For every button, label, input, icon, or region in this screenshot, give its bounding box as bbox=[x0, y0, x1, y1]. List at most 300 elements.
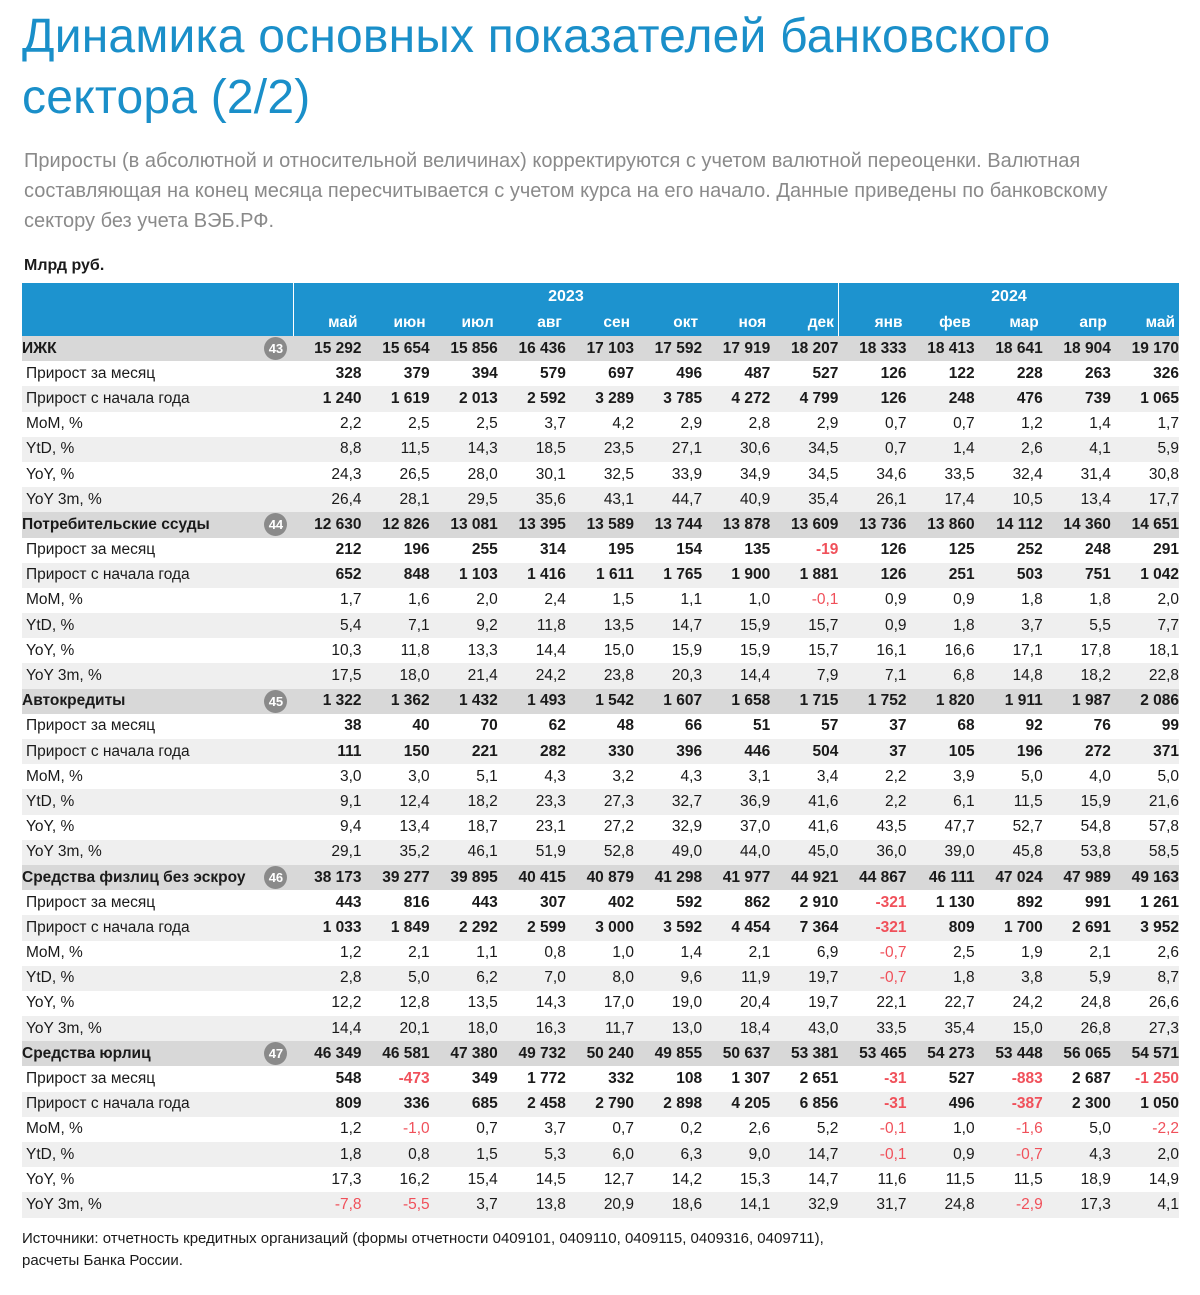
table-cell: 48 bbox=[616, 717, 634, 735]
table-cell: 1,8 bbox=[1021, 591, 1043, 609]
month-header: ноя bbox=[702, 310, 770, 336]
table-cell: 150 bbox=[362, 739, 430, 764]
table-cell: 3,7 bbox=[544, 1120, 566, 1138]
table-cell: 809 bbox=[293, 1092, 361, 1117]
table-cell: 0,7 bbox=[612, 1120, 634, 1138]
table-cell: 1 322 bbox=[293, 689, 361, 714]
row-label: YoY 3m, % bbox=[22, 1016, 293, 1041]
table-cell: 12,8 bbox=[399, 994, 430, 1012]
table-cell: 27,2 bbox=[603, 818, 634, 836]
table-cell: 1 611 bbox=[566, 563, 634, 588]
section-label bbox=[22, 689, 293, 714]
table-cell: 11,8 bbox=[400, 641, 430, 659]
table-cell: 1,0 bbox=[953, 1120, 975, 1138]
table-cell: -0,7 bbox=[975, 1142, 1043, 1167]
table-cell: 8,7 bbox=[1111, 966, 1179, 991]
table-cell: 3,4 bbox=[816, 767, 839, 785]
table-cell: 122 bbox=[948, 364, 975, 382]
table-cell: 18,4 bbox=[702, 1016, 770, 1041]
sources-line: Источники: отчетность кредитных организаций (формы отчетности 0409101, 0409110, 0409115, 0409316, 0409711), bbox=[22, 1230, 824, 1247]
table-cell: 15,7 bbox=[770, 613, 838, 638]
table-cell: 402 bbox=[608, 893, 634, 911]
table-cell: 1 307 bbox=[731, 1070, 771, 1088]
section-name: Средства физлиц без эскроу bbox=[22, 868, 246, 886]
table-cell: 0,8 bbox=[362, 1142, 430, 1167]
table-cell: 47,7 bbox=[944, 818, 975, 836]
table-cell: 39 895 bbox=[430, 865, 498, 890]
section-badge: 45 bbox=[264, 690, 287, 713]
table-cell: 49 163 bbox=[1111, 865, 1179, 890]
table-cell: 9,1 bbox=[293, 789, 361, 814]
table-cell: 2,2 bbox=[838, 789, 906, 814]
table-cell: 37 bbox=[838, 739, 906, 764]
table-cell: 1,2 bbox=[1021, 415, 1043, 433]
table-cell: 26,5 bbox=[399, 465, 430, 483]
table-cell: 39 277 bbox=[362, 865, 430, 890]
table-cell: -2,2 bbox=[1152, 1120, 1179, 1138]
table-cell: 2 292 bbox=[430, 915, 498, 940]
table-cell: 47 380 bbox=[430, 1041, 498, 1066]
table-cell: 35,4 bbox=[770, 487, 838, 512]
table-cell: 17,0 bbox=[603, 994, 634, 1012]
table-cell: 126 bbox=[838, 386, 906, 411]
table-cell: -0,7 bbox=[838, 966, 906, 991]
table-cell: 991 bbox=[1084, 893, 1111, 911]
table-cell: 328 bbox=[335, 364, 362, 382]
table-cell: 11,7 bbox=[566, 1016, 634, 1041]
table-cell: 20,1 bbox=[362, 1016, 430, 1041]
table-cell: 31,7 bbox=[838, 1192, 906, 1217]
table-row bbox=[22, 966, 1179, 991]
table-cell: 0,9 bbox=[838, 613, 906, 638]
table-cell: 1,7 bbox=[339, 591, 362, 609]
row-label: YtD, % bbox=[22, 437, 293, 462]
table-cell: 0,8 bbox=[544, 944, 566, 962]
table-row bbox=[22, 815, 1179, 840]
table-cell: -883 bbox=[1011, 1070, 1043, 1088]
table-cell: -0,7 bbox=[879, 944, 907, 962]
table-cell: 35,2 bbox=[362, 840, 430, 865]
table-cell: 4 272 bbox=[702, 386, 770, 411]
table-cell: 809 bbox=[907, 915, 975, 940]
table-row bbox=[22, 638, 1179, 663]
table-cell: 394 bbox=[471, 364, 498, 382]
table-cell: 314 bbox=[540, 541, 566, 559]
table-cell: 4,3 bbox=[680, 767, 703, 785]
table-cell: 2,0 bbox=[1157, 591, 1179, 609]
row-label: YoY, % bbox=[26, 641, 75, 659]
page-subtitle: Приросты (в абсолютной и относительной величинах) корректируются с учетом валютной переоценки. Валютная составляющая на конец месяца пересчитывается с учетом курса на его начало. Данные приведены по банковскому сектору без учета ВЭБ.РФ. bbox=[24, 150, 1108, 232]
table-cell: 4 205 bbox=[702, 1092, 770, 1117]
table-cell: -1,6 bbox=[1016, 1120, 1043, 1138]
table-cell: 0,7 bbox=[953, 415, 975, 433]
table-row bbox=[22, 663, 1179, 688]
row-label: YoY 3m, % bbox=[22, 487, 293, 512]
table-cell: 1 900 bbox=[702, 563, 770, 588]
table-cell: 19,7 bbox=[808, 994, 839, 1012]
table-cell: 2 910 bbox=[799, 893, 839, 911]
table-cell: 739 bbox=[1043, 386, 1111, 411]
table-cell: 18,1 bbox=[1148, 641, 1179, 659]
table-cell: 1,0 bbox=[612, 944, 634, 962]
table-cell: 18 207 bbox=[770, 336, 838, 361]
table-cell: 30,1 bbox=[535, 465, 566, 483]
row-label: Прирост с начала года bbox=[22, 563, 293, 588]
table-cell: 23,8 bbox=[566, 663, 634, 688]
table-cell: 49 855 bbox=[634, 1041, 702, 1066]
table-cell: 527 bbox=[948, 1070, 975, 1088]
table-cell: 33,5 bbox=[838, 1016, 906, 1041]
table-cell: 1,4 bbox=[680, 944, 703, 962]
table-cell: 21,6 bbox=[1111, 789, 1179, 814]
table-cell: 54 571 bbox=[1111, 1041, 1179, 1066]
table-cell: 527 bbox=[812, 364, 839, 382]
table-cell: 255 bbox=[471, 541, 498, 559]
table-cell: -1 250 bbox=[1135, 1070, 1179, 1088]
table-cell: 697 bbox=[608, 364, 634, 382]
table-row bbox=[22, 1167, 1179, 1192]
section-row bbox=[22, 512, 1179, 537]
table-cell: 18 333 bbox=[838, 336, 906, 361]
table-cell: 307 bbox=[540, 893, 566, 911]
table-cell: 9,6 bbox=[634, 966, 702, 991]
section-label bbox=[22, 336, 293, 361]
table-cell: 92 bbox=[1025, 717, 1043, 735]
table-cell: 13 860 bbox=[907, 512, 975, 537]
table-cell: 248 bbox=[1084, 541, 1111, 559]
table-cell: 8,8 bbox=[293, 437, 361, 462]
month-header: июн bbox=[362, 310, 430, 336]
table-cell: 26,4 bbox=[293, 487, 361, 512]
table-cell: 44 921 bbox=[770, 865, 838, 890]
table-cell: 52,7 bbox=[1012, 818, 1043, 836]
table-cell: 0,9 bbox=[907, 1142, 975, 1167]
table-cell: 41 977 bbox=[702, 865, 770, 890]
table-cell: 26,6 bbox=[1148, 994, 1179, 1012]
section-badge: 46 bbox=[264, 866, 287, 889]
table-cell: 1 493 bbox=[498, 689, 566, 714]
table-cell: -31 bbox=[884, 1070, 907, 1088]
table-cell: 496 bbox=[676, 364, 703, 382]
table-cell: 6,8 bbox=[907, 663, 975, 688]
table-cell: 40 bbox=[412, 717, 430, 735]
table-cell: -0,1 bbox=[838, 1142, 906, 1167]
table-cell: 43,5 bbox=[876, 818, 907, 836]
table-cell: 36,0 bbox=[838, 840, 906, 865]
table-cell: 28,0 bbox=[467, 465, 498, 483]
table-cell: 32,9 bbox=[770, 1192, 838, 1217]
table-cell: 5,0 bbox=[362, 966, 430, 991]
row-label: Прирост за месяц bbox=[26, 541, 156, 559]
table-cell: 17,7 bbox=[1111, 487, 1179, 512]
table-cell: 0,9 bbox=[884, 591, 907, 609]
table-cell: 1 619 bbox=[362, 386, 430, 411]
section-name: Средства юрлиц bbox=[22, 1044, 151, 1062]
month-header: янв bbox=[838, 310, 906, 336]
table-cell: 7,7 bbox=[1111, 613, 1179, 638]
table-cell: 3,0 bbox=[408, 767, 430, 785]
table-cell: 33,5 bbox=[944, 465, 975, 483]
row-label: YoY 3m, % bbox=[22, 1192, 293, 1217]
table-body bbox=[22, 336, 1179, 1218]
table-cell: 15,9 bbox=[671, 641, 703, 659]
table-row bbox=[22, 915, 1179, 940]
row-label: Прирост за месяц bbox=[26, 717, 156, 735]
table-cell: 1 362 bbox=[362, 689, 430, 714]
table-cell: 18,2 bbox=[430, 789, 498, 814]
table-cell: 1 065 bbox=[1111, 386, 1179, 411]
table-cell: 196 bbox=[975, 739, 1043, 764]
table-cell: 1 261 bbox=[1140, 893, 1179, 911]
table-cell: 16,1 bbox=[876, 641, 907, 659]
table-cell: 5,3 bbox=[498, 1142, 566, 1167]
table-cell: 45,0 bbox=[770, 840, 838, 865]
table-cell: 27,3 bbox=[1111, 1016, 1179, 1041]
table-cell: 816 bbox=[403, 893, 430, 911]
table-cell: 20,3 bbox=[634, 663, 702, 688]
table-cell: 40 415 bbox=[498, 865, 566, 890]
table-cell: 13 878 bbox=[702, 512, 770, 537]
table-cell: 1 130 bbox=[935, 893, 975, 911]
row-label: Прирост с начала года bbox=[22, 1092, 293, 1117]
row-label: YoY 3m, % bbox=[22, 840, 293, 865]
table-cell: 3 000 bbox=[566, 915, 634, 940]
table-cell: 195 bbox=[608, 541, 634, 559]
table-cell: 0,7 bbox=[476, 1120, 498, 1138]
table-cell: 20,9 bbox=[566, 1192, 634, 1217]
table-cell: 15,9 bbox=[702, 613, 770, 638]
table-cell: 13,5 bbox=[467, 994, 498, 1012]
header-corner bbox=[22, 283, 293, 310]
table-row bbox=[22, 412, 1179, 437]
table-cell: 24,2 bbox=[498, 663, 566, 688]
table-cell: 11,5 bbox=[975, 789, 1043, 814]
table-cell: 2 599 bbox=[498, 915, 566, 940]
table-cell: 24,8 bbox=[1080, 994, 1111, 1012]
table-cell: 2,0 bbox=[476, 591, 498, 609]
table-cell: 54,8 bbox=[1080, 818, 1111, 836]
table-cell: 848 bbox=[362, 563, 430, 588]
table-cell: 1,8 bbox=[907, 966, 975, 991]
table-cell: 45,8 bbox=[975, 840, 1043, 865]
table-cell: 27,1 bbox=[634, 437, 702, 462]
table-cell: 17 592 bbox=[634, 336, 702, 361]
row-label: YoY, % bbox=[26, 465, 75, 483]
table-cell: 47 024 bbox=[975, 865, 1043, 890]
table-cell: 44,7 bbox=[634, 487, 702, 512]
month-header: июл bbox=[430, 310, 498, 336]
table-cell: 38 173 bbox=[293, 865, 361, 890]
table-cell: 263 bbox=[1084, 364, 1111, 382]
table-cell: 23,3 bbox=[498, 789, 566, 814]
table-cell: 2 458 bbox=[498, 1092, 566, 1117]
table-cell: 13 609 bbox=[770, 512, 838, 537]
table-cell: 32,4 bbox=[1012, 465, 1043, 483]
table-cell: 27,3 bbox=[566, 789, 634, 814]
row-label: MoM, % bbox=[26, 767, 83, 785]
row-label: YtD, % bbox=[22, 966, 293, 991]
table-cell: 13 744 bbox=[634, 512, 702, 537]
table-cell: 53 448 bbox=[975, 1041, 1043, 1066]
table-cell: 15 654 bbox=[362, 336, 430, 361]
table-cell: 53 465 bbox=[838, 1041, 906, 1066]
table-cell: 221 bbox=[430, 739, 498, 764]
table-cell: 3,0 bbox=[339, 767, 362, 785]
table-cell: 1,7 bbox=[1157, 415, 1179, 433]
month-header: апр bbox=[1043, 310, 1111, 336]
table-cell: 12,4 bbox=[362, 789, 430, 814]
table-cell: 17,8 bbox=[1080, 641, 1111, 659]
table-cell: 4,3 bbox=[544, 767, 566, 785]
table-cell: 3,8 bbox=[975, 966, 1043, 991]
sources-note bbox=[22, 1228, 1182, 1272]
row-label: YoY 3m, % bbox=[22, 663, 293, 688]
table-cell: 66 bbox=[684, 717, 703, 735]
table-cell: 154 bbox=[676, 541, 703, 559]
table-cell: 14,3 bbox=[535, 994, 566, 1012]
table-cell: 272 bbox=[1043, 739, 1111, 764]
table-cell: 6,0 bbox=[566, 1142, 634, 1167]
table-cell: 32,9 bbox=[671, 818, 703, 836]
row-label: YtD, % bbox=[22, 789, 293, 814]
table-cell: 1,9 bbox=[1021, 944, 1043, 962]
table-cell: 1 432 bbox=[430, 689, 498, 714]
table-cell: 40 879 bbox=[566, 865, 634, 890]
table-cell: -473 bbox=[398, 1070, 430, 1088]
table-cell: 12,2 bbox=[331, 994, 362, 1012]
table-cell: 46,1 bbox=[430, 840, 498, 865]
table-cell: 291 bbox=[1153, 541, 1179, 559]
table-cell: 1 881 bbox=[770, 563, 838, 588]
table-cell: 326 bbox=[1153, 364, 1179, 382]
row-label: YoY, % bbox=[26, 994, 75, 1012]
row-label: MoM, % bbox=[26, 591, 83, 609]
table-cell: 53 381 bbox=[770, 1041, 838, 1066]
table-cell: 1 700 bbox=[975, 915, 1043, 940]
table-cell: 3,7 bbox=[975, 613, 1043, 638]
table-cell: 12 630 bbox=[293, 512, 361, 537]
table-cell: 18,5 bbox=[498, 437, 566, 462]
table-cell: 15,4 bbox=[467, 1170, 498, 1188]
table-cell: 17 103 bbox=[566, 336, 634, 361]
table-cell: 108 bbox=[676, 1070, 703, 1088]
table-cell: 9,0 bbox=[702, 1142, 770, 1167]
section-name: ИЖК bbox=[22, 339, 57, 357]
table-cell: 24,2 bbox=[1012, 994, 1043, 1012]
table-cell: 52,8 bbox=[566, 840, 634, 865]
month-header: май bbox=[293, 310, 361, 336]
table-cell: 228 bbox=[1016, 364, 1043, 382]
table-cell: 1,2 bbox=[339, 944, 362, 962]
month-header: май bbox=[1111, 310, 1179, 336]
table-cell: 1,5 bbox=[430, 1142, 498, 1167]
table-cell: 6,3 bbox=[634, 1142, 702, 1167]
table-cell: 476 bbox=[975, 386, 1043, 411]
table-cell: 2,8 bbox=[293, 966, 361, 991]
table-cell: 196 bbox=[403, 541, 430, 559]
table-cell: 1,8 bbox=[1089, 591, 1111, 609]
table-cell: 7,1 bbox=[362, 613, 430, 638]
table-cell: 2 013 bbox=[430, 386, 498, 411]
table-cell: 14,7 bbox=[770, 1142, 838, 1167]
table-row bbox=[22, 1192, 1179, 1217]
table-cell: 34,6 bbox=[876, 465, 907, 483]
table-row bbox=[22, 714, 1179, 739]
table-cell: 2 898 bbox=[634, 1092, 702, 1117]
table-row bbox=[22, 1066, 1179, 1091]
table-cell: 1 820 bbox=[907, 689, 975, 714]
table-cell: 1 765 bbox=[634, 563, 702, 588]
table-cell: 37,0 bbox=[740, 818, 771, 836]
table-row bbox=[22, 840, 1179, 865]
table-cell: 2,9 bbox=[816, 415, 839, 433]
table-cell: 17 919 bbox=[702, 336, 770, 361]
row-label: Прирост за месяц bbox=[26, 364, 156, 382]
row-label: Прирост с начала года bbox=[22, 915, 293, 940]
table-cell: 41 298 bbox=[634, 865, 702, 890]
table-cell: 212 bbox=[335, 541, 362, 559]
table-cell: -387 bbox=[975, 1092, 1043, 1117]
row-label: YoY, % bbox=[26, 1170, 75, 1188]
table-row bbox=[22, 386, 1179, 411]
table-cell: 3 785 bbox=[634, 386, 702, 411]
table-cell: 12,7 bbox=[603, 1170, 634, 1188]
table-cell: 13 736 bbox=[838, 512, 906, 537]
table-cell: -321 bbox=[875, 893, 907, 911]
section-badge: 43 bbox=[264, 337, 287, 360]
table-cell: 34,5 bbox=[808, 465, 839, 483]
table-cell: 4 799 bbox=[770, 386, 838, 411]
table-cell: -5,5 bbox=[362, 1192, 430, 1217]
table-cell: 34,9 bbox=[740, 465, 771, 483]
table-cell: 22,1 bbox=[876, 994, 907, 1012]
header-corner bbox=[22, 310, 293, 336]
table-cell: 17,1 bbox=[1012, 641, 1043, 659]
table-cell: 14,7 bbox=[634, 613, 702, 638]
table-cell: 2,2 bbox=[884, 767, 907, 785]
table-row bbox=[22, 1117, 1179, 1142]
section-row bbox=[22, 689, 1179, 714]
table-cell: 6,9 bbox=[816, 944, 839, 962]
table-cell: 5,0 bbox=[1089, 1120, 1111, 1138]
table-cell: 248 bbox=[907, 386, 975, 411]
table-cell: 62 bbox=[548, 717, 566, 735]
table-row bbox=[22, 361, 1179, 386]
table-cell: 17,4 bbox=[907, 487, 975, 512]
table-cell: 3,7 bbox=[430, 1192, 498, 1217]
table-cell: 11,5 bbox=[945, 1170, 975, 1188]
table-cell: 126 bbox=[838, 563, 906, 588]
table-cell: 652 bbox=[293, 563, 361, 588]
table-cell: 18,7 bbox=[467, 818, 498, 836]
table-cell: 18,0 bbox=[430, 1016, 498, 1041]
table-cell: 57,8 bbox=[1148, 818, 1179, 836]
table-cell: 50 637 bbox=[702, 1041, 770, 1066]
table-cell: 11,8 bbox=[498, 613, 566, 638]
table-cell: 3,9 bbox=[953, 767, 975, 785]
year-header: 2024 bbox=[838, 283, 1179, 310]
table-cell: 15,0 bbox=[603, 641, 634, 659]
table-cell: 16,2 bbox=[399, 1170, 430, 1188]
table-cell: 1 042 bbox=[1111, 563, 1179, 588]
table-cell: 24,8 bbox=[907, 1192, 975, 1217]
table-cell: 2,2 bbox=[339, 415, 362, 433]
table-cell: 2,6 bbox=[748, 1120, 771, 1138]
table-cell: 3,7 bbox=[544, 415, 566, 433]
table-cell: 13 081 bbox=[430, 512, 498, 537]
table-cell: 58,5 bbox=[1111, 840, 1179, 865]
table-cell: 49 732 bbox=[498, 1041, 566, 1066]
